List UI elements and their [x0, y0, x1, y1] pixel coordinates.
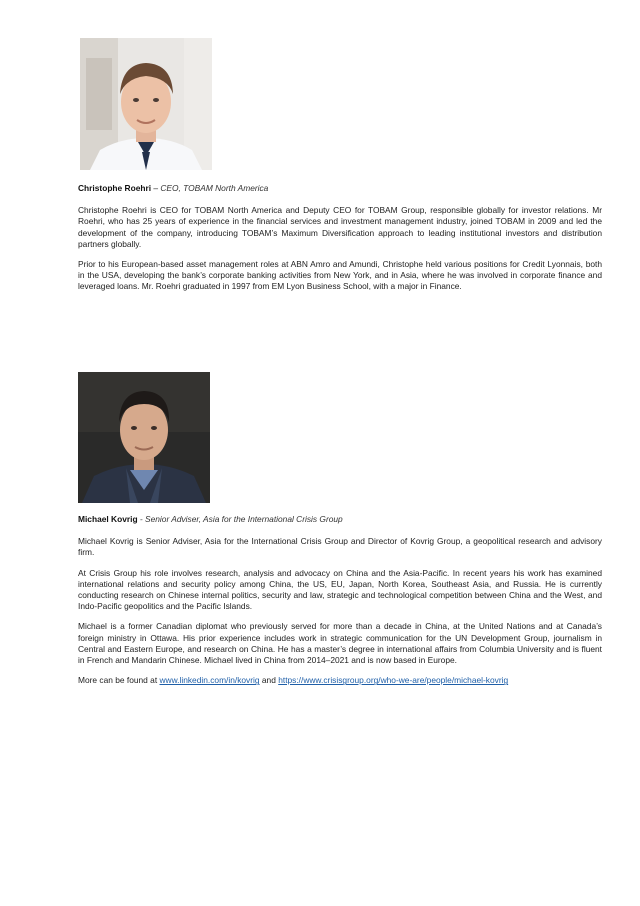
bio-paragraph: At Crisis Group his role involves research, analysis and advocacy on China and the Asia-Pacific. In recent years his work has examined international relations and security policy among China, the US, EU, Japan, North Korea, Southeast Asia, and Russia. He is currently conducting research on Chinese internal politics, security and law, strategic and technological competition between China and the West, and Indo-Pacific geopolitics and the Pacific Islands.	[78, 567, 602, 612]
bio-heading	[78, 183, 602, 194]
more-info-paragraph	[78, 675, 602, 686]
michael-kovrig-photo	[78, 372, 210, 503]
bio-heading	[78, 514, 602, 525]
person-name: Michael Kovrig	[78, 514, 138, 524]
bio-paragraph: Christophe Roehri is CEO for TOBAM North America and Deputy CEO for TOBAM Group, responsible globally for investor relations. Mr Roehri, who has 25 years of experience in the financial services and investment management industry, joined TOBAM in 2009 and led the development of the company, introducing TOBAM’s Maximum Diversification approach to leading institutional investors and distribution partners globally.	[78, 205, 602, 249]
person-name: Christophe Roehri	[78, 183, 152, 193]
michael-kovrig-bio	[78, 514, 602, 695]
bio-paragraph: Prior to his European-based asset management roles at ABN Amro and Amundi, Christophe held various positions for Credit Lyonnais, both in the USA, developing the bank’s corporate banking activities from New York, and in Asia, where he was involved in corporate finance and leveraged loans. Mr. Roehri graduated in 1997 from EM Lyon Business School, with a major in Finance.	[78, 259, 602, 292]
bio-paragraph: Michael Kovrig is Senior Adviser, Asia for the International Crisis Group and Director of Kovrig Group, a geopolitical research and advisory firm.	[78, 536, 602, 558]
separator: –	[151, 183, 161, 193]
person-role: CEO, TOBAM North America	[160, 183, 269, 193]
bio-paragraph: Michael is a former Canadian diplomat who previously served for more than a decade in China, at the United Nations and at Canada’s foreign ministry in Ottawa. His prior experience includes work in strategic communication for the UN Development Group, journalism in Central and Eastern Europe, and research on China. He has a master’s degree in international affairs from Columbia University and is fluent in French and Mandarin Chinese. Michael lived in China from 2014–2021 and is now based in Europe.	[78, 621, 602, 666]
separator: -	[137, 514, 146, 524]
person-role: Senior Adviser, Asia for the International Crisis Group	[145, 514, 343, 524]
more-prefix: More can be found at	[78, 675, 160, 686]
more-and: and	[259, 675, 279, 686]
crisisgroup-link[interactable]: https://www.crisisgroup.org/who-we-are/people/michael-kovrig	[278, 675, 509, 686]
christophe-roehri-bio	[78, 183, 602, 302]
linkedin-link[interactable]: www.linkedin.com/in/kovrig	[159, 675, 260, 686]
christophe-roehri-photo	[80, 38, 212, 170]
